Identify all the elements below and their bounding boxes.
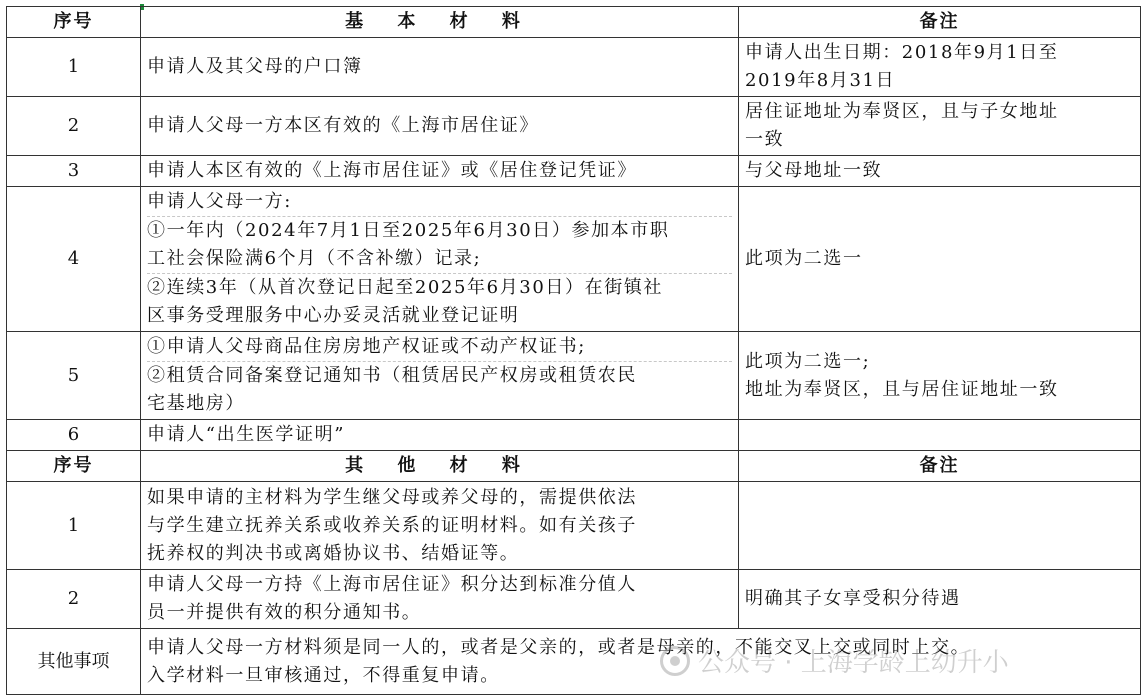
material-line: ②连续3年（从首次登记日起至2025年6月30日）在街镇社 bbox=[147, 273, 732, 302]
row-number: 1 bbox=[7, 38, 141, 97]
material-line: 宅基地房） bbox=[147, 393, 245, 414]
row-number: 5 bbox=[7, 332, 141, 420]
table-row bbox=[7, 570, 1141, 629]
material-line: 与学生建立抚养关系或收养关系的证明材料。如有关孩子 bbox=[147, 514, 637, 536]
row-number: 3 bbox=[7, 156, 141, 187]
material-line: 工社会保险满6个月（不含补缴）记录; bbox=[147, 248, 482, 269]
note-cell bbox=[739, 187, 1141, 332]
other-header-row bbox=[7, 451, 1141, 482]
other-header-material: 其 他 材 料 bbox=[141, 451, 739, 482]
note-line: 2019年8月31日 bbox=[745, 70, 896, 91]
note-line: 居住证地址为奉贤区，且与子女地址 bbox=[745, 101, 1059, 122]
row-number: 1 bbox=[7, 482, 141, 570]
material-line: 申请人“出生医学证明” bbox=[147, 424, 346, 445]
material-cell bbox=[141, 482, 739, 570]
material-line: ①申请人父母商品住房房地产权证或不动产权证书; bbox=[147, 336, 586, 357]
basic-header-material: 基 本 材 料 bbox=[141, 7, 739, 38]
note-line: 明确其子女享受积分待遇 bbox=[745, 588, 961, 609]
material-cell bbox=[141, 38, 739, 97]
misc-row bbox=[7, 629, 1141, 695]
material-line: 区事务受理服务中心办妥灵活就业登记证明 bbox=[147, 305, 520, 326]
row-number: 6 bbox=[7, 420, 141, 451]
table-row bbox=[7, 187, 1141, 332]
note-line: 申请人出生日期：2018年9月1日至 bbox=[745, 42, 1059, 63]
note-line: 地址为奉贤区，且与居住证地址一致 bbox=[745, 378, 1059, 400]
note-line: 此项为二选一; bbox=[745, 350, 871, 372]
note-line: 一致 bbox=[745, 129, 785, 150]
material-cell bbox=[141, 420, 739, 451]
note-line: 此项为二选一 bbox=[745, 248, 863, 269]
misc-line: 入学材料一旦审核通过，不得重复申请。 bbox=[147, 664, 500, 686]
table-row bbox=[7, 482, 1141, 570]
table-row bbox=[7, 420, 1141, 451]
note-cell bbox=[739, 332, 1141, 420]
note-cell bbox=[739, 420, 1141, 451]
material-line: 员一并提供有效的积分通知书。 bbox=[147, 602, 422, 623]
table-row bbox=[7, 332, 1141, 420]
material-cell bbox=[141, 332, 739, 420]
misc-line: 申请人父母一方材料须是同一人的，或者是父亲的，或者是母亲的，不能交叉上交或同时上交。 bbox=[147, 636, 971, 658]
table-row bbox=[7, 97, 1141, 156]
watermark-text: 公众号 · 上海学龄上幼升小 bbox=[698, 648, 1009, 678]
basic-header-no: 序号 bbox=[7, 7, 141, 38]
material-line: ①一年内（2024年7月1日至2025年6月30日）参加本市职 bbox=[147, 216, 732, 245]
materials-table bbox=[6, 6, 1141, 695]
other-header-note: 备注 bbox=[739, 451, 1141, 482]
material-cell bbox=[141, 156, 739, 187]
material-line: 申请人本区有效的《上海市居住证》或《居住登记凭证》 bbox=[147, 160, 637, 181]
note-cell bbox=[739, 38, 1141, 97]
note-line: 与父母地址一致 bbox=[745, 160, 883, 181]
material-cell bbox=[141, 570, 739, 629]
material-line: ②租赁合同备案登记通知书（租赁居民产权房或租赁农民 bbox=[147, 361, 732, 390]
material-cell bbox=[141, 97, 739, 156]
material-cell bbox=[141, 187, 739, 332]
note-cell bbox=[739, 482, 1141, 570]
row-number: 2 bbox=[7, 97, 141, 156]
table-row bbox=[7, 156, 1141, 187]
note-cell bbox=[739, 156, 1141, 187]
misc-cell bbox=[141, 629, 1141, 695]
material-line: 申请人及其父母的户口簿 bbox=[147, 56, 363, 77]
other-header-no: 序号 bbox=[7, 451, 141, 482]
row-number: 2 bbox=[7, 570, 141, 629]
note-cell bbox=[739, 570, 1141, 629]
misc-label: 其他事项 bbox=[7, 629, 141, 695]
basic-header-row bbox=[7, 7, 1141, 38]
material-line: 申请人父母一方本区有效的《上海市居住证》 bbox=[147, 115, 539, 136]
table-row bbox=[7, 38, 1141, 97]
material-line: 抚养权的判决书或离婚协议书、结婚证等。 bbox=[147, 542, 520, 564]
material-line: 申请人父母一方持《上海市居住证》积分达到标准分值人 bbox=[147, 574, 637, 595]
row-number: 4 bbox=[7, 187, 141, 332]
basic-header-note: 备注 bbox=[739, 7, 1141, 38]
material-line: 如果申请的主材料为学生继父母或养父母的，需提供依法 bbox=[147, 486, 637, 508]
note-cell bbox=[739, 97, 1141, 156]
material-line: 申请人父母一方: bbox=[147, 191, 292, 212]
